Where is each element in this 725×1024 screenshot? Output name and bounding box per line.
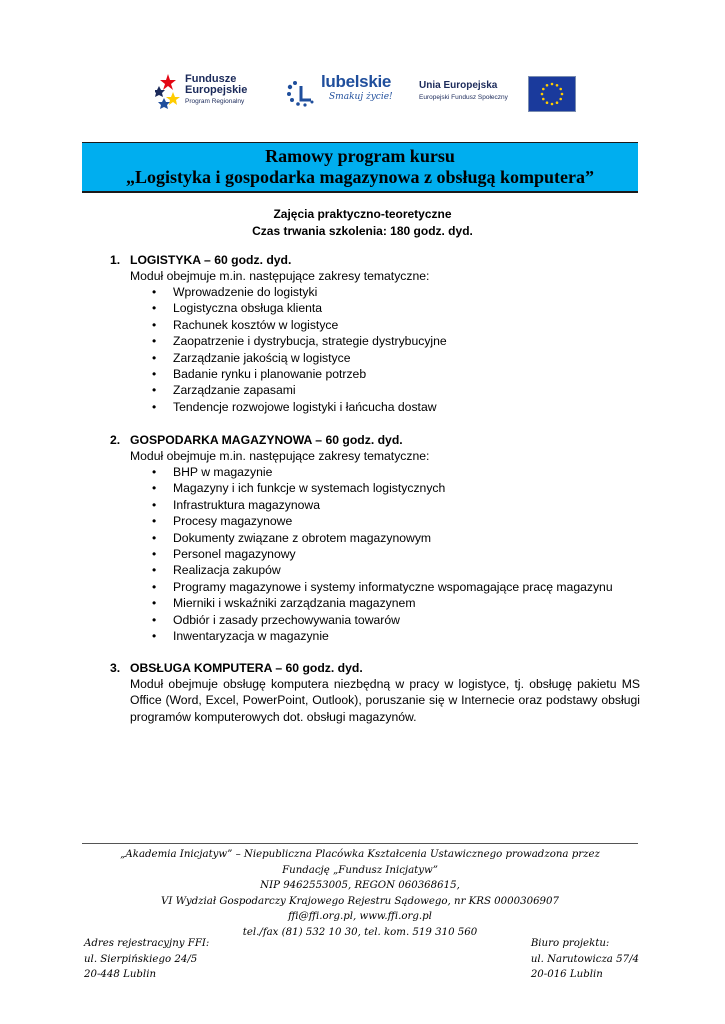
fe-line1: Fundusze <box>185 73 237 85</box>
section-number: 2. <box>110 433 121 447</box>
list-item: • Wprowadzenie do logistyki <box>110 284 640 300</box>
section-intro: Moduł obejmuje m.in. następujące zakresy tematyczne: <box>130 449 430 463</box>
topic-list <box>110 464 640 644</box>
section-intro: Moduł obejmuje m.in. następujące zakresy tematyczne: <box>130 269 430 283</box>
registration-address <box>84 936 209 983</box>
list-item: • Odbiór i zasady przechowywania towarów <box>110 612 640 628</box>
title-banner <box>82 142 638 193</box>
fundusze-europejskie-logo <box>155 72 265 114</box>
list-item: • Inwentaryzacja w magazynie <box>110 628 640 644</box>
list-item: • Procesy magazynowe <box>110 513 640 529</box>
section-title: LOGISTYKA – 60 godz. dyd. <box>130 253 292 267</box>
lubelskie-logo <box>285 72 395 116</box>
fe-line2: Europejskie <box>185 84 248 96</box>
lubelskie-name: lubelskie <box>321 72 392 91</box>
ue-line1: Unia Europejska <box>419 80 498 91</box>
section-gospodarka-magazynowa <box>110 432 640 644</box>
list-item: • Magazyny i ich funkcje w systemach logistycznych <box>110 480 640 496</box>
subtitle-line1: Zajęcia praktyczno-teoretyczne <box>273 207 452 221</box>
right-line3: 20-016 Lublin <box>530 969 603 981</box>
topic-list <box>110 284 640 415</box>
list-item: • Infrastruktura magazynowa <box>110 497 640 513</box>
left-line3: 20-448 Lublin <box>84 969 157 981</box>
section-heading <box>110 252 640 268</box>
list-item: • Badanie rynku i planowanie potrzeb <box>110 366 640 382</box>
subtitle-line2: Czas trwania szkolenia: 180 godz. dyd. <box>252 224 473 238</box>
section-title: GOSPODARKA MAGAZYNOWA – 60 godz. dyd. <box>130 433 403 447</box>
banner-title-line2: „Logistyka i gospodarka magazynowa z obsługą komputera” <box>125 167 595 187</box>
footer-line2: Fundację „Fundusz Inicjatyw” <box>282 864 438 876</box>
left-line1: Adres rejestracyjny FFI: <box>84 938 210 949</box>
footer-info <box>82 847 638 941</box>
section-number: 1. <box>110 253 121 267</box>
fundusze-europejskie-mark-icon <box>155 72 181 112</box>
list-item: • Dokumenty związane z obrotem magazynowym <box>110 530 640 546</box>
list-item: • Mierniki i wskaźniki zarządzania magazynem <box>110 595 640 611</box>
left-line2: ul. Sierpińskiego 24/5 <box>84 953 198 965</box>
banner-title-line1: Ramowy program kursu <box>265 146 455 166</box>
section-obsluga-komputera <box>110 660 640 725</box>
section-heading <box>110 660 640 676</box>
footer-line3: NIP 9462553005, REGON 060368615, <box>260 880 460 892</box>
section-title: OBSŁUGA KOMPUTERA – 60 godz. dyd. <box>130 661 363 675</box>
footer-line4: VI Wydział Gospodarczy Krajowego Rejestru Sądowego, nr KRS 0000306907 <box>160 895 559 907</box>
list-item: • Personel magazynowy <box>110 546 640 562</box>
lubelskie-mark-icon <box>285 78 317 110</box>
section-logistyka <box>110 252 640 415</box>
list-item: • Tendencje rozwojowe logistyki i łańcucha dostaw <box>110 399 640 415</box>
ue-line2: Europejski Fundusz Społeczny <box>419 94 508 101</box>
lubelskie-slogan: Smakuj życie! <box>329 92 393 102</box>
footer-line5: ffi@ffi.org.pl, www.ffi.org.pl <box>288 911 432 923</box>
right-line2: ul. Narutowicza 57/4 <box>530 953 639 965</box>
footer-line6: tel./fax (81) 532 10 30, tel. kom. 519 310 560 <box>242 926 478 938</box>
section-heading <box>110 432 640 448</box>
course-subtitle <box>0 206 725 240</box>
right-line1: Biuro projektu: <box>530 938 610 949</box>
eu-flag-icon <box>528 76 576 112</box>
section-number: 3. <box>110 661 121 675</box>
list-item: • Zaopatrzenie i dystrybucja, strategie dystrybucyjne <box>110 333 640 349</box>
list-item: • BHP w magazynie <box>110 464 640 480</box>
list-item: • Programy magazynowe i systemy informatyczne wspomagające pracę magazynu <box>110 579 640 595</box>
list-item: • Rachunek kosztów w logistyce <box>110 317 640 333</box>
footer-divider <box>82 843 638 844</box>
logo-bar <box>155 68 585 116</box>
list-item: • Zarządzanie jakością w logistyce <box>110 350 640 366</box>
footer-line1: „Akademia Inicjatyw” – Niepubliczna Placówka Kształcenia Ustawicznego prowadzona przez <box>120 849 600 860</box>
project-office-address <box>531 936 639 983</box>
fe-line3: Program Regionalny <box>185 98 245 105</box>
list-item: • Zarządzanie zapasami <box>110 382 640 398</box>
section-paragraph: Moduł obejmuje obsługę komputera niezbędną w pracy w logistyce, tj. obsługę pakietu MS Office (Word, Excel, PowerPoint, Outlook), poruszanie się w Internecie oraz podstawy obsługi programów komputerowych dot. obsługi magazynów. <box>130 677 640 724</box>
unia-europejska-logo <box>417 74 587 112</box>
list-item: • Realizacja zakupów <box>110 562 640 578</box>
list-item: • Logistyczna obsługa klienta <box>110 300 640 316</box>
